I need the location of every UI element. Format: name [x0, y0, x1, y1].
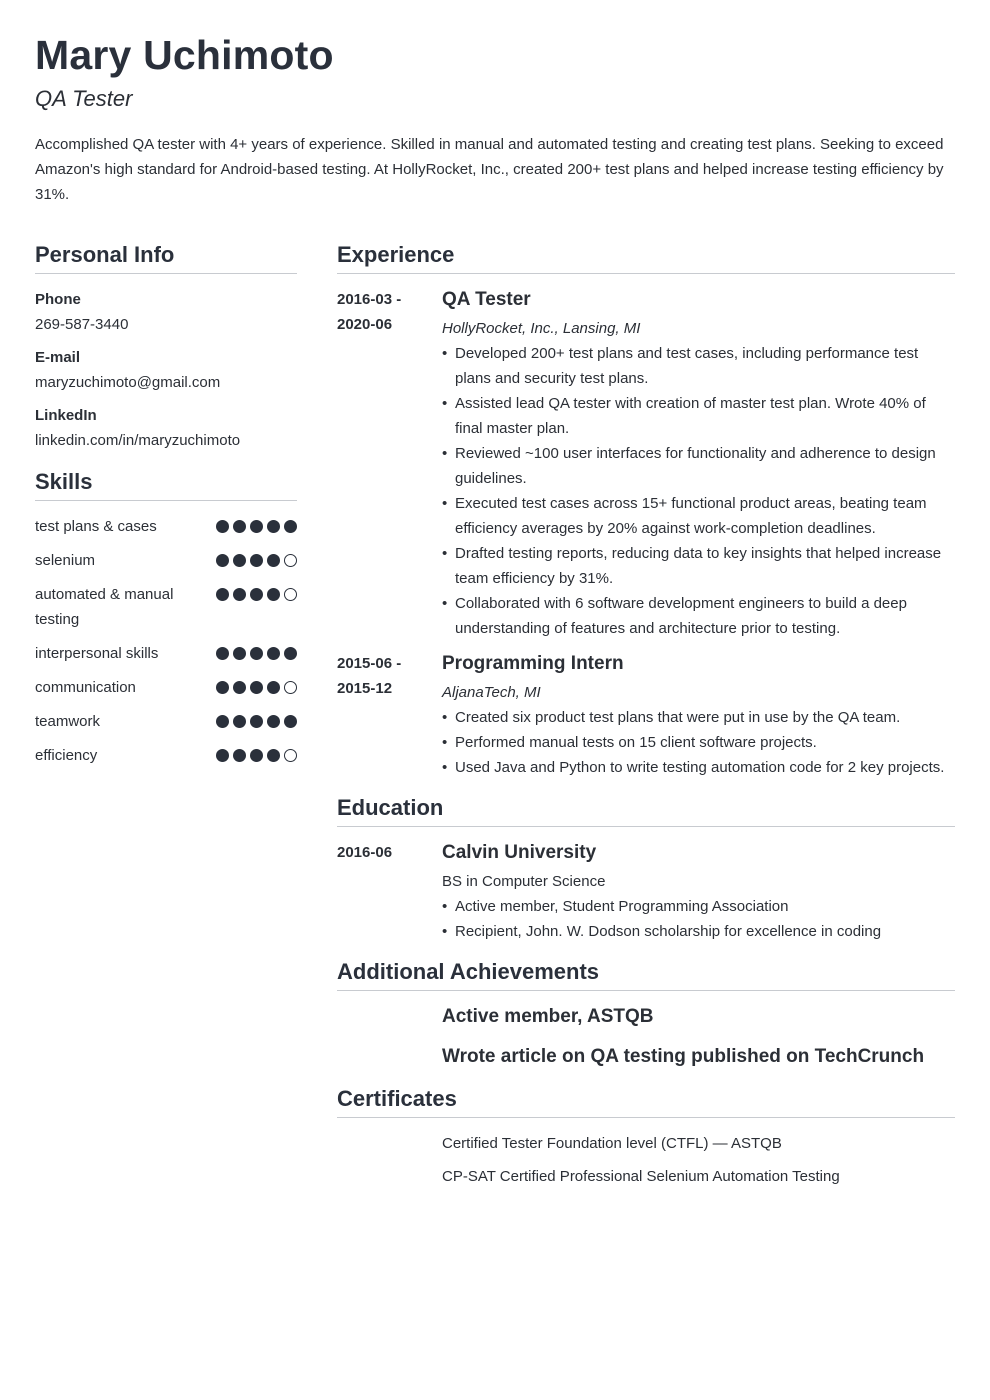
info-item-linkedin [35, 403, 297, 453]
filled-dot-icon [267, 520, 280, 533]
filled-dot-icon [216, 681, 229, 694]
certificate-item: Certified Tester Foundation level (CTFL) — ASTQB [442, 1135, 782, 1152]
filled-dot-icon [250, 715, 263, 728]
info-label: LinkedIn [35, 407, 97, 424]
filled-dot-icon [267, 647, 280, 660]
entry-body [442, 840, 955, 944]
education-section [337, 793, 955, 944]
entry-subtitle: BS in Computer Science [442, 873, 606, 890]
achievements-list [337, 1004, 955, 1069]
education-list [337, 840, 955, 944]
entry-date: 2016-06 [337, 844, 393, 861]
skill-level-dots [216, 675, 297, 694]
entry-subtitle: HollyRocket, Inc., Lansing, MI [442, 320, 641, 337]
skill-name: automated & manual testing [35, 586, 174, 628]
skill-name: teamwork [35, 713, 101, 730]
candidate-role: QA Tester [35, 86, 133, 111]
filled-dot-icon [233, 588, 246, 601]
filled-dot-icon [284, 715, 297, 728]
bullet-list [442, 705, 955, 780]
skill-level-dots [216, 514, 297, 533]
skill-level-dots [216, 709, 297, 728]
entry-subtitle: AljanaTech, MI [442, 684, 541, 701]
achievement-item: Wrote article on QA testing published on TechCrunch [442, 1046, 925, 1067]
filled-dot-icon [233, 647, 246, 660]
entry-title: Calvin University [442, 842, 597, 863]
bullet-item: • Developed 200+ test plans and test cases, including performance test plans and security test plans. [442, 341, 955, 391]
filled-dot-icon [216, 647, 229, 660]
bullet-list [442, 341, 955, 641]
email-value[interactable]: maryzuchimoto@gmail.com [35, 374, 221, 391]
skills-heading: Skills [35, 467, 297, 501]
filled-dot-icon [267, 715, 280, 728]
achievements-heading: Additional Achievements [337, 957, 955, 991]
skill-row [35, 709, 297, 734]
filled-dot-icon [267, 681, 280, 694]
empty-dot-icon [284, 554, 297, 567]
filled-dot-icon [250, 681, 263, 694]
right-column [337, 240, 955, 1197]
skill-row [35, 743, 297, 768]
achievements-section [337, 957, 955, 1069]
entry-title: QA Tester [442, 289, 531, 310]
experience-section [337, 240, 955, 780]
bullet-item: • Created six product test plans that were put in use by the QA team. [442, 705, 955, 730]
filled-dot-icon [216, 554, 229, 567]
bullet-item: • Performed manual tests on 15 client software projects. [442, 730, 955, 755]
filled-dot-icon [216, 749, 229, 762]
bullet-item: • Reviewed ~100 user interfaces for functionality and adherence to design guidelines. [442, 441, 955, 491]
filled-dot-icon [267, 749, 280, 762]
skill-name: communication [35, 679, 136, 696]
filled-dot-icon [216, 588, 229, 601]
left-column [35, 240, 297, 777]
skill-level-dots [216, 743, 297, 762]
bullet-item: • Drafted testing reports, reducing data to key insights that helped increase team efficiency by 31%. [442, 541, 955, 591]
filled-dot-icon [267, 588, 280, 601]
phone-value[interactable]: 269-587-3440 [35, 316, 129, 333]
skill-level-dots [216, 641, 297, 660]
filled-dot-icon [250, 647, 263, 660]
bullet-item: • Collaborated with 6 software development engineers to build a deep understanding of features and architecture prior to testing. [442, 591, 955, 641]
bullet-item: • Used Java and Python to write testing automation code for 2 key projects. [442, 755, 955, 780]
filled-dot-icon [250, 588, 263, 601]
filled-dot-icon [250, 520, 263, 533]
certificates-list [337, 1131, 955, 1189]
entry-body [442, 287, 955, 641]
skill-name: efficiency [35, 747, 98, 764]
certificate-item: CP-SAT Certified Professional Selenium Automation Testing [442, 1168, 840, 1185]
filled-dot-icon [284, 647, 297, 660]
skill-name: test plans & cases [35, 518, 157, 535]
skill-name: selenium [35, 552, 96, 569]
certificates-heading: Certificates [337, 1084, 955, 1118]
skill-row [35, 675, 297, 700]
filled-dot-icon [233, 681, 246, 694]
entry-body [442, 651, 955, 780]
info-label: Phone [35, 291, 81, 308]
skill-level-dots [216, 548, 297, 567]
skills-list [35, 514, 297, 768]
info-item-phone [35, 287, 297, 337]
filled-dot-icon [216, 715, 229, 728]
personal-info-heading: Personal Info [35, 240, 297, 274]
skills-section [35, 467, 297, 768]
summary-paragraph: Accomplished QA tester with 4+ years of experience. Skilled in manual and automated testing and creating test plans. Seeking to exceed Amazon's high standard for Android-based testing. At HollyRocket, Inc., created 200+ test plans and helped increase testing efficiency by 31%. [35, 136, 944, 203]
achievement-item: Active member, ASTQB [442, 1006, 654, 1027]
bullet-item: • Recipient, John. W. Dodson scholarship for excellence in coding [442, 919, 955, 944]
skill-row [35, 641, 297, 666]
filled-dot-icon [233, 554, 246, 567]
bullet-item: • Active member, Student Programming Association [442, 894, 955, 919]
education-heading: Education [337, 793, 955, 827]
experience-entry [337, 651, 955, 780]
bullet-list [442, 894, 955, 944]
skill-level-dots [216, 582, 297, 601]
experience-list [337, 287, 955, 780]
entry-date: 2016-03 - 2020-06 [337, 291, 402, 333]
skill-row [35, 582, 297, 632]
bullet-item: • Assisted lead QA tester with creation of master test plan. Wrote 40% of final master plan. [442, 391, 955, 441]
info-item-email [35, 345, 297, 395]
filled-dot-icon [267, 554, 280, 567]
bullet-item: • Executed test cases across 15+ functional product areas, beating team efficiency averages by 20% against work-completion deadlines. [442, 491, 955, 541]
certificates-section [337, 1084, 955, 1189]
linkedin-value[interactable]: linkedin.com/in/maryzuchimoto [35, 432, 241, 449]
skill-name: interpersonal skills [35, 645, 159, 662]
experience-heading: Experience [337, 240, 955, 274]
filled-dot-icon [233, 749, 246, 762]
filled-dot-icon [233, 520, 246, 533]
filled-dot-icon [233, 715, 246, 728]
empty-dot-icon [284, 681, 297, 694]
filled-dot-icon [216, 520, 229, 533]
filled-dot-icon [284, 520, 297, 533]
experience-entry [337, 287, 955, 641]
empty-dot-icon [284, 588, 297, 601]
education-entry [337, 840, 955, 944]
candidate-name: Mary Uchimoto [35, 32, 334, 78]
skill-row [35, 514, 297, 539]
skill-row [35, 548, 297, 573]
entry-date: 2015-06 - 2015-12 [337, 655, 402, 697]
empty-dot-icon [284, 749, 297, 762]
filled-dot-icon [250, 554, 263, 567]
filled-dot-icon [250, 749, 263, 762]
info-label: E-mail [35, 349, 81, 366]
entry-title: Programming Intern [442, 653, 624, 674]
